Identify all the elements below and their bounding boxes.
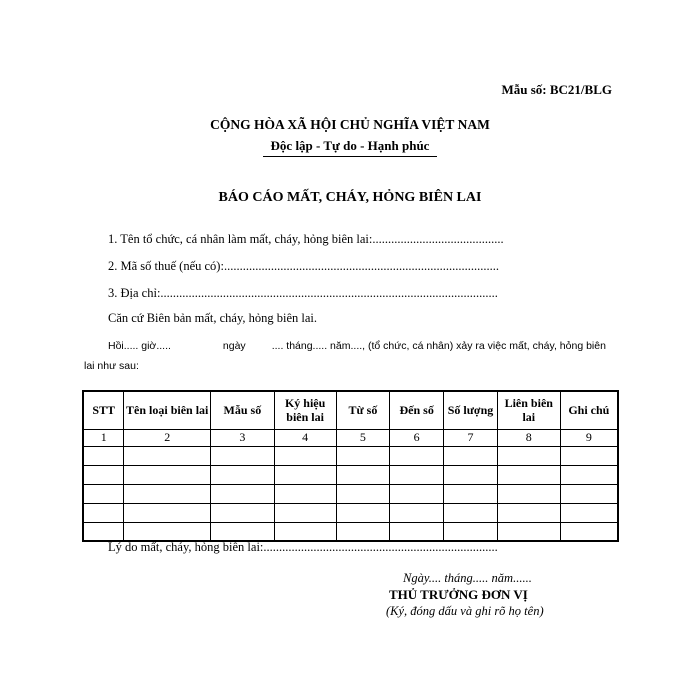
empty-cell bbox=[390, 522, 444, 541]
table-row bbox=[83, 484, 618, 503]
header-cell: Tên loại biên lai bbox=[124, 391, 211, 429]
basis-statement: Căn cứ Biên bản mất, cháy, hỏng biên lai. bbox=[108, 311, 318, 325]
empty-cell bbox=[124, 503, 211, 522]
empty-cell bbox=[211, 503, 275, 522]
empty-cell bbox=[444, 484, 498, 503]
signature-date: Ngày.... tháng..... năm...... bbox=[403, 571, 532, 585]
empty-cell bbox=[390, 446, 444, 465]
national-motto bbox=[0, 138, 700, 157]
incident-day: ngày bbox=[222, 340, 246, 352]
empty-cell bbox=[124, 446, 211, 465]
empty-cell bbox=[274, 503, 336, 522]
empty-cell bbox=[83, 465, 124, 484]
empty-cell bbox=[274, 465, 336, 484]
empty-cell bbox=[211, 446, 275, 465]
incident-statement bbox=[108, 340, 606, 352]
empty-cell bbox=[336, 503, 390, 522]
incident-statement-continued: lai như sau: bbox=[84, 360, 139, 372]
header-cell: Từ số bbox=[336, 391, 390, 429]
column-number: 8 bbox=[497, 429, 560, 446]
empty-cell bbox=[560, 484, 618, 503]
empty-cell bbox=[444, 522, 498, 541]
org-name-field: 1. Tên tổ chức, cá nhân làm mất, cháy, hỏng biên lai:.......................................... bbox=[108, 232, 504, 246]
empty-cell bbox=[83, 484, 124, 503]
empty-cell bbox=[390, 484, 444, 503]
empty-cell bbox=[390, 465, 444, 484]
empty-cell bbox=[444, 465, 498, 484]
empty-cell bbox=[274, 446, 336, 465]
empty-cell bbox=[336, 465, 390, 484]
header-cell: Ghi chú bbox=[560, 391, 618, 429]
empty-cell bbox=[497, 484, 560, 503]
empty-cell bbox=[83, 522, 124, 541]
empty-cell bbox=[83, 446, 124, 465]
header-cell: Số lượng bbox=[444, 391, 498, 429]
empty-cell bbox=[211, 465, 275, 484]
table-row bbox=[83, 522, 618, 541]
empty-cell bbox=[497, 446, 560, 465]
empty-cell bbox=[274, 522, 336, 541]
empty-cell bbox=[83, 503, 124, 522]
column-number: 6 bbox=[390, 429, 444, 446]
table-row bbox=[83, 465, 618, 484]
empty-cell bbox=[390, 503, 444, 522]
empty-cell bbox=[336, 522, 390, 541]
header-cell: Mẫu số bbox=[211, 391, 275, 429]
empty-cell bbox=[497, 503, 560, 522]
empty-cell bbox=[274, 484, 336, 503]
signature-note: (Ký, đóng dấu và ghi rõ họ tên) bbox=[386, 604, 544, 618]
table-row bbox=[83, 503, 618, 522]
empty-cell bbox=[336, 484, 390, 503]
header-cell: Ký hiệu biên lai bbox=[274, 391, 336, 429]
empty-cell bbox=[124, 484, 211, 503]
incident-time: Hồi..... giờ..... bbox=[108, 340, 171, 352]
empty-cell bbox=[124, 465, 211, 484]
incident-details: .... tháng..... năm...., (tổ chức, cá nhân) xảy ra việc mất, cháy, hỏng biên bbox=[271, 340, 606, 352]
column-number: 3 bbox=[211, 429, 275, 446]
empty-cell bbox=[560, 522, 618, 541]
table-header-row bbox=[83, 391, 618, 429]
reason-field: Lý do mất, cháy, hỏng biên lai:........................................................................... bbox=[108, 540, 498, 554]
column-number-row bbox=[83, 429, 618, 446]
empty-cell bbox=[124, 522, 211, 541]
column-number: 1 bbox=[83, 429, 124, 446]
empty-cell bbox=[497, 465, 560, 484]
form-code: Mẫu số: BC21/BLG bbox=[501, 82, 612, 97]
column-number: 7 bbox=[444, 429, 498, 446]
column-number: 9 bbox=[560, 429, 618, 446]
head-of-unit-title: THỦ TRƯỞNG ĐƠN VỊ bbox=[389, 587, 528, 602]
empty-cell bbox=[560, 465, 618, 484]
receipt-report-table bbox=[82, 390, 619, 542]
document-title: BÁO CÁO MẤT, CHÁY, HỎNG BIÊN LAI bbox=[218, 190, 482, 205]
tax-code-field: 2. Mã số thuế (nếu có):........................................................................................ bbox=[108, 259, 499, 273]
table-row bbox=[83, 446, 618, 465]
national-motto-text: Độc lập - Tự do - Hạnh phúc bbox=[263, 138, 438, 157]
empty-cell bbox=[211, 522, 275, 541]
empty-cell bbox=[560, 503, 618, 522]
national-title: CỘNG HÒA XÃ HỘI CHỦ NGHĨA VIỆT NAM bbox=[210, 117, 490, 132]
header-cell: STT bbox=[83, 391, 124, 429]
column-number: 4 bbox=[274, 429, 336, 446]
address-field: 3. Địa chỉ:............................................................................................................ bbox=[108, 286, 498, 300]
empty-cell bbox=[497, 522, 560, 541]
empty-cell bbox=[444, 503, 498, 522]
empty-cell bbox=[444, 446, 498, 465]
empty-cell bbox=[560, 446, 618, 465]
empty-cell bbox=[336, 446, 390, 465]
column-number: 5 bbox=[336, 429, 390, 446]
empty-cell bbox=[211, 484, 275, 503]
column-number: 2 bbox=[124, 429, 211, 446]
header-cell: Liên biên lai bbox=[497, 391, 560, 429]
header-cell: Đến số bbox=[390, 391, 444, 429]
